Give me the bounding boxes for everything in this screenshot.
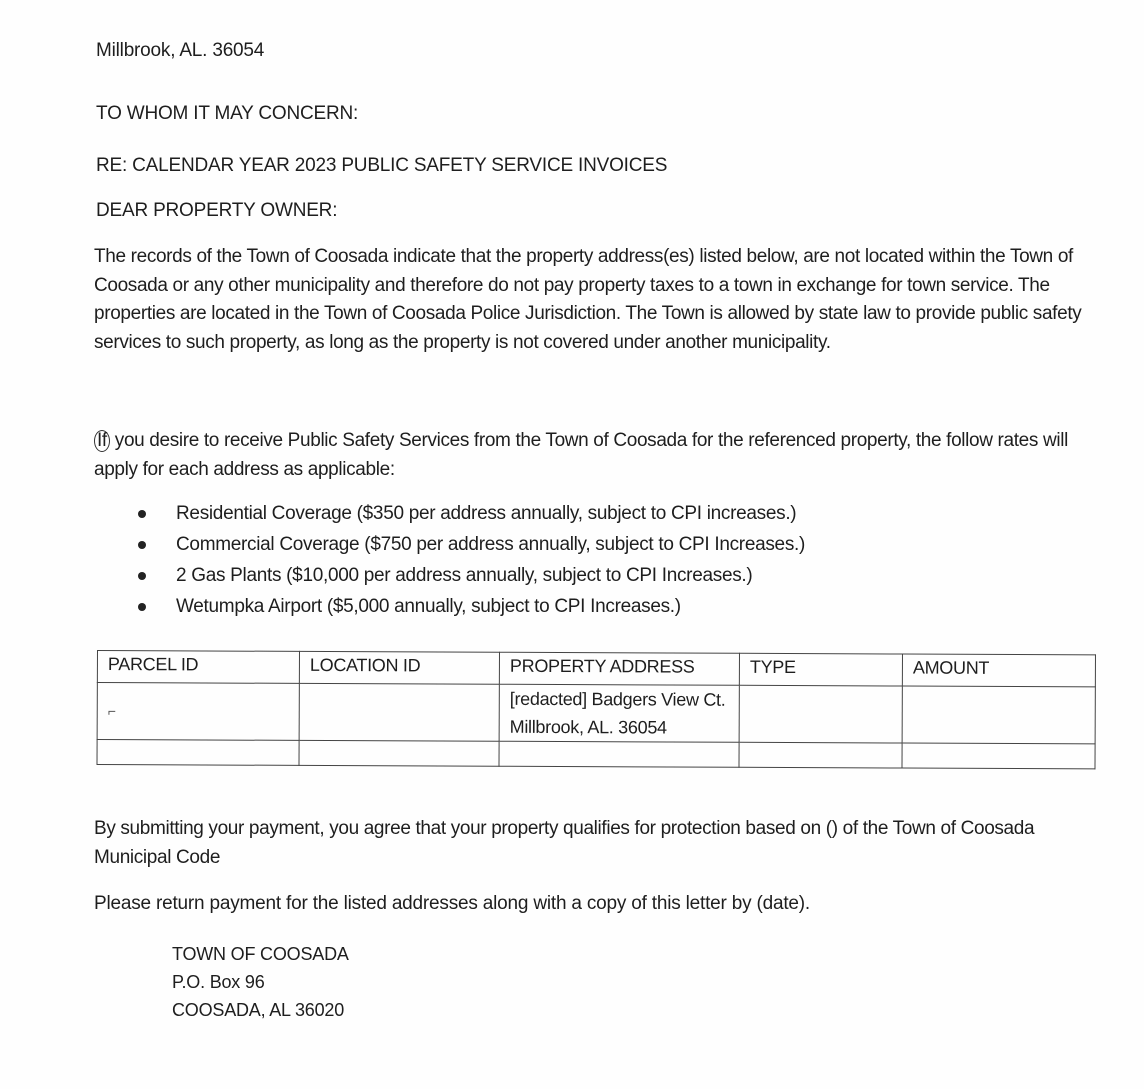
salutation-dear-owner: DEAR PROPERTY OWNER: — [96, 200, 338, 221]
rate-item-residential: Residential Coverage ($350 per address annually, subject to CPI increases.) — [138, 498, 805, 529]
subject-line: RE: CALENDAR YEAR 2023 PUBLIC SAFETY SERVICE INVOICES — [96, 155, 668, 176]
address-line-2: Millbrook, AL. 36054 — [509, 716, 667, 738]
salutation-to-whom: TO WHOM IT MAY CONCERN: — [96, 103, 359, 124]
return-address-block — [172, 940, 349, 1024]
paragraph-agreement — [94, 815, 1054, 872]
cell-property-address — [499, 684, 739, 742]
rate-item-commercial: Commercial Coverage ($750 per address annually, subject to CPI Increases.) — [138, 529, 805, 560]
paragraph-records-text: The records of the Town of Coosada indicate that the property address(es) listed below, are not located within the Town of Coosada or any other municipality and therefore do not pay property taxes to a town in exchange for town service. The properties are located in the Town of Coosada Police Jurisdiction. The Town is allowed by state law to provide public safety services to such property, as long as the property is not covered under another municipality. — [94, 246, 1082, 353]
bullet-icon — [138, 603, 146, 611]
cell-type — [739, 742, 902, 768]
return-address-line-3: COOSADA, AL 36020 — [172, 1000, 345, 1020]
cell-parcel-id — [97, 740, 299, 766]
paragraph-agreement-text: By submitting your payment, you agree that your property qualifies for protection based on () of the Town of Coosada Municipal Code — [94, 818, 1035, 868]
cell-location-id — [299, 683, 499, 741]
table-header-row — [97, 651, 1095, 687]
cell-amount — [902, 686, 1095, 744]
paragraph-rates-intro-text: you desire to receive Public Safety Services from the Town of Coosada for the referenced property, the follow rates will apply for each address as applicable: — [94, 430, 1068, 480]
rates-list — [138, 498, 805, 622]
cell-location-id — [299, 740, 499, 766]
cell-type — [739, 685, 902, 743]
bullet-icon — [138, 541, 146, 549]
header-parcel-id: PARCEL ID — [97, 651, 299, 684]
circled-if-annotation: If — [94, 430, 110, 452]
table-row — [97, 740, 1095, 769]
redacted-parcel-id: ⌐ — [107, 703, 116, 720]
parcel-table — [96, 650, 1095, 769]
rate-item-gas-plants: 2 Gas Plants ($10,000 per address annually, subject to CPI Increases.) — [138, 560, 805, 591]
return-instruction: Please return payment for the listed addresses along with a copy of this letter by (date). — [94, 893, 810, 914]
cell-amount — [902, 743, 1095, 769]
bullet-icon — [138, 572, 146, 580]
header-location-id: LOCATION ID — [299, 651, 499, 684]
header-property-address: PROPERTY ADDRESS — [499, 652, 739, 685]
return-address-line-2: P.O. Box 96 — [172, 972, 265, 992]
header-type: TYPE — [739, 653, 902, 686]
return-address-line-1: TOWN OF COOSADA — [172, 944, 349, 964]
recipient-city-line: Millbrook, AL. 36054 — [96, 40, 265, 61]
cell-property-address — [499, 741, 739, 767]
header-amount: AMOUNT — [902, 654, 1095, 687]
paragraph-records — [94, 243, 1094, 357]
cell-parcel-id — [97, 683, 299, 741]
address-line-1: [redacted] Badgers View Ct. — [509, 688, 726, 710]
bullet-icon — [138, 510, 146, 518]
rate-item-airport: Wetumpka Airport ($5,000 annually, subject to CPI Increases.) — [138, 591, 805, 622]
table-row — [97, 683, 1095, 744]
paragraph-rates-intro — [94, 427, 1094, 484]
